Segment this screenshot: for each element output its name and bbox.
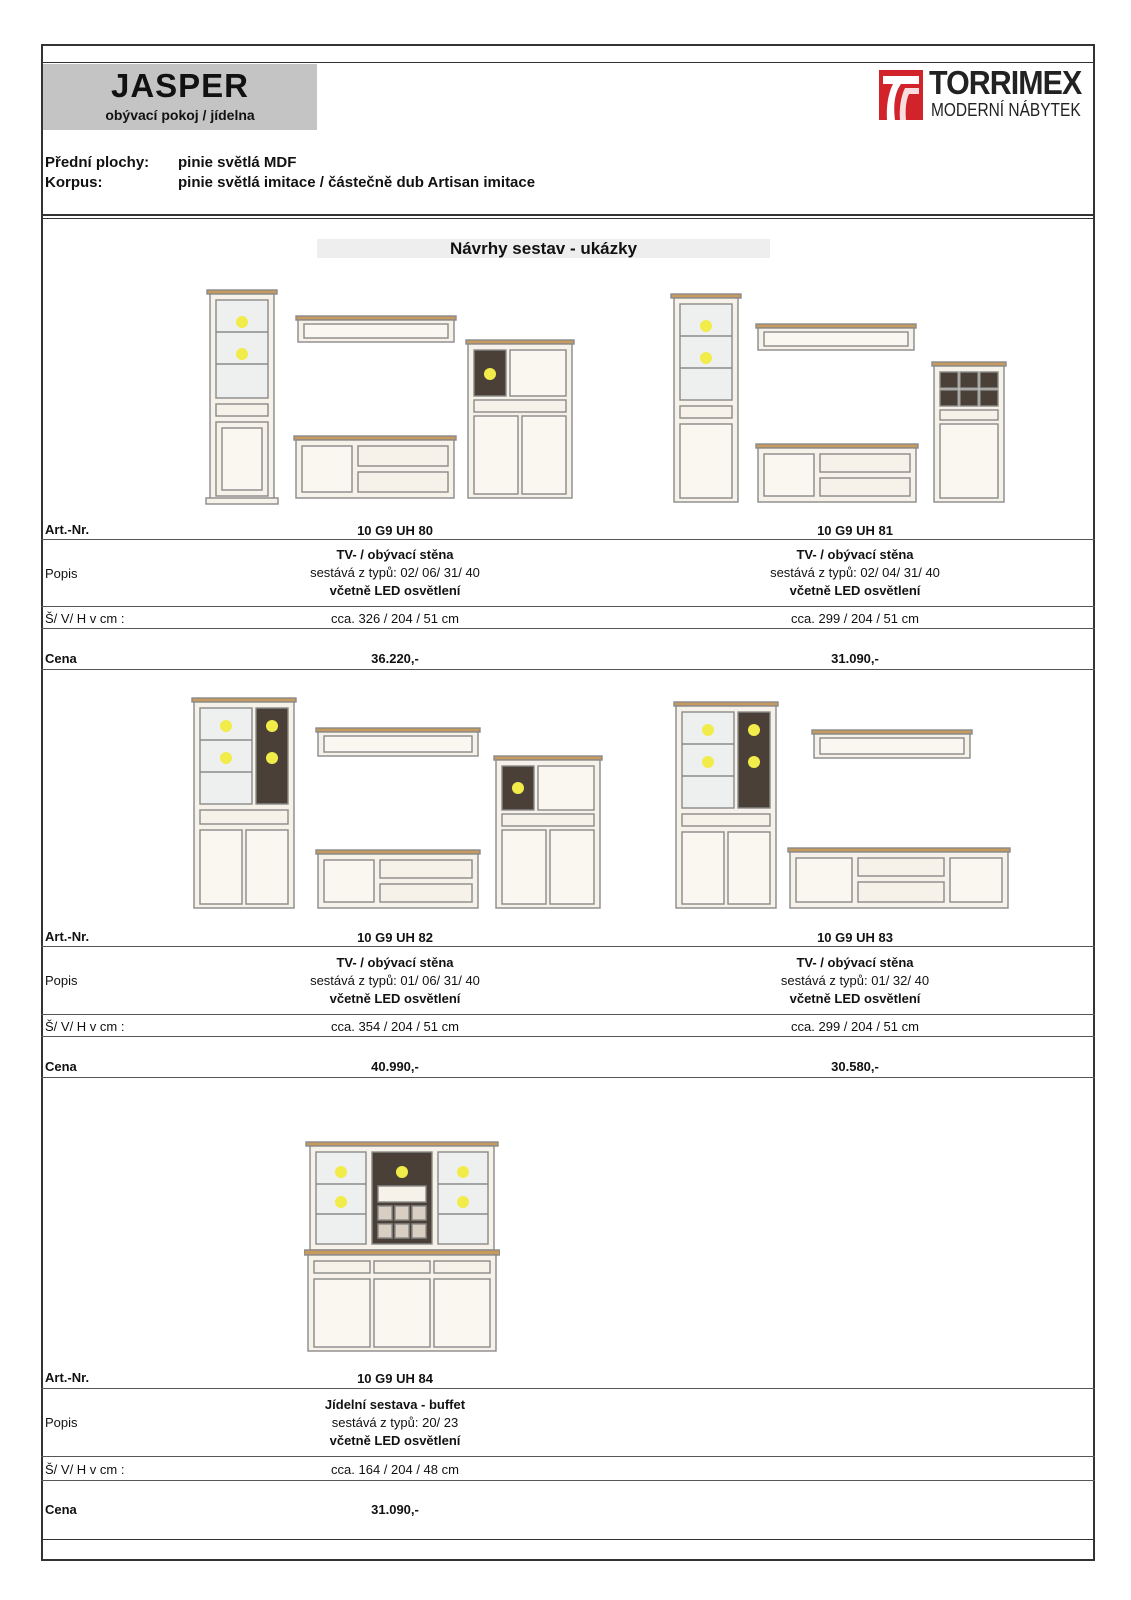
- set-title: Jídelní sestava - buffet: [324, 1397, 466, 1412]
- set-title: TV- / obývací stěna: [796, 547, 914, 562]
- set-title: TV- / obývací stěna: [796, 955, 914, 970]
- art-number: 10 G9 UH 84: [357, 1371, 433, 1386]
- art-label: Art.-Nr.: [45, 522, 90, 537]
- desc-label: Popis: [45, 566, 78, 581]
- furniture-drawing-uh81: [666, 292, 1026, 506]
- price: 36.220,-: [371, 651, 419, 666]
- art-number: 10 G9 UH 80: [357, 523, 433, 538]
- set-types: sestává z typů: 02/ 04/ 31/ 40: [770, 565, 940, 580]
- front-value: pinie světlá MDF: [178, 154, 297, 171]
- price-label: Cena: [45, 651, 77, 666]
- description: [685, 954, 1025, 1008]
- body-label: Korpus:: [45, 174, 103, 191]
- price-label: Cena: [45, 1059, 77, 1074]
- logo-brand: TORRIMEX: [929, 64, 1082, 101]
- logo-tagline: MODERNÍ NÁBYTEK: [931, 100, 1081, 120]
- front-label: Přední plochy:: [45, 154, 150, 171]
- price: 30.580,-: [831, 1059, 879, 1074]
- torrimex-logo: [879, 64, 1084, 124]
- dimensions: cca. 299 / 204 / 51 cm: [791, 611, 919, 626]
- description: [225, 546, 565, 600]
- set-title: TV- / obývací stěna: [336, 955, 454, 970]
- rule: [41, 669, 1095, 670]
- desc-label: Popis: [45, 1415, 78, 1430]
- rule: [41, 606, 1095, 607]
- set-led: včetně LED osvětlení: [329, 1433, 461, 1448]
- dimensions: cca. 354 / 204 / 51 cm: [331, 1019, 459, 1034]
- description: [225, 1396, 565, 1450]
- set-types: sestává z typů: 20/ 23: [331, 1415, 459, 1430]
- art-label: Art.-Nr.: [45, 1370, 90, 1385]
- rule: [41, 1539, 1095, 1540]
- set-led: včetně LED osvětlení: [789, 583, 921, 598]
- rule: [41, 214, 1095, 216]
- rule: [41, 218, 1095, 219]
- rule: [41, 1480, 1095, 1481]
- description: [225, 954, 565, 1008]
- rule: [41, 62, 1095, 63]
- logo-mark-icon: [879, 70, 923, 120]
- dimensions: cca. 164 / 204 / 48 cm: [331, 1462, 459, 1477]
- art-label: Art.-Nr.: [45, 929, 90, 944]
- rule: [41, 44, 1095, 46]
- art-number: 10 G9 UH 82: [357, 930, 433, 945]
- dims-label: Š/ V/ H v cm :: [45, 1019, 125, 1034]
- page-subtitle: obývací pokoj / jídelna: [105, 107, 255, 123]
- rule: [41, 1456, 1095, 1457]
- furniture-drawing-uh84: [304, 1140, 500, 1356]
- set-types: sestává z typů: 02/ 06/ 31/ 40: [310, 565, 480, 580]
- set-types: sestává z typů: 01/ 32/ 40: [780, 973, 930, 988]
- rule: [41, 1559, 1095, 1561]
- set-led: včetně LED osvětlení: [329, 583, 461, 598]
- price-label: Cena: [45, 1502, 77, 1517]
- art-number: 10 G9 UH 83: [817, 930, 893, 945]
- page-title: JASPER: [110, 67, 250, 104]
- furniture-drawing-uh82: [190, 696, 610, 912]
- price: 40.990,-: [371, 1059, 419, 1074]
- set-types: sestává z typů: 01/ 06/ 31/ 40: [310, 973, 480, 988]
- set-led: včetně LED osvětlení: [329, 991, 461, 1006]
- dims-label: Š/ V/ H v cm :: [45, 1462, 125, 1477]
- price: 31.090,-: [831, 651, 879, 666]
- art-number: 10 G9 UH 81: [817, 523, 893, 538]
- rule: [41, 1388, 1095, 1389]
- rule: [41, 628, 1095, 629]
- price: 31.090,-: [371, 1502, 419, 1517]
- dims-label: Š/ V/ H v cm :: [45, 611, 125, 626]
- rule: [41, 1036, 1095, 1037]
- section-banner: Návrhy sestav - ukázky: [317, 239, 770, 258]
- set-title: TV- / obývací stěna: [336, 547, 454, 562]
- desc-label: Popis: [45, 973, 78, 988]
- set-led: včetně LED osvětlení: [789, 991, 921, 1006]
- body-value: pinie světlá imitace / částečně dub Artisan imitace: [178, 174, 536, 191]
- description: [685, 546, 1025, 600]
- dimensions: cca. 326 / 204 / 51 cm: [331, 611, 459, 626]
- furniture-drawing-uh83: [672, 700, 1032, 912]
- rule: [41, 1077, 1095, 1078]
- dimensions: cca. 299 / 204 / 51 cm: [791, 1019, 919, 1034]
- furniture-drawing-uh80: [200, 288, 580, 506]
- title-box: [43, 64, 317, 130]
- rule: [41, 1014, 1095, 1015]
